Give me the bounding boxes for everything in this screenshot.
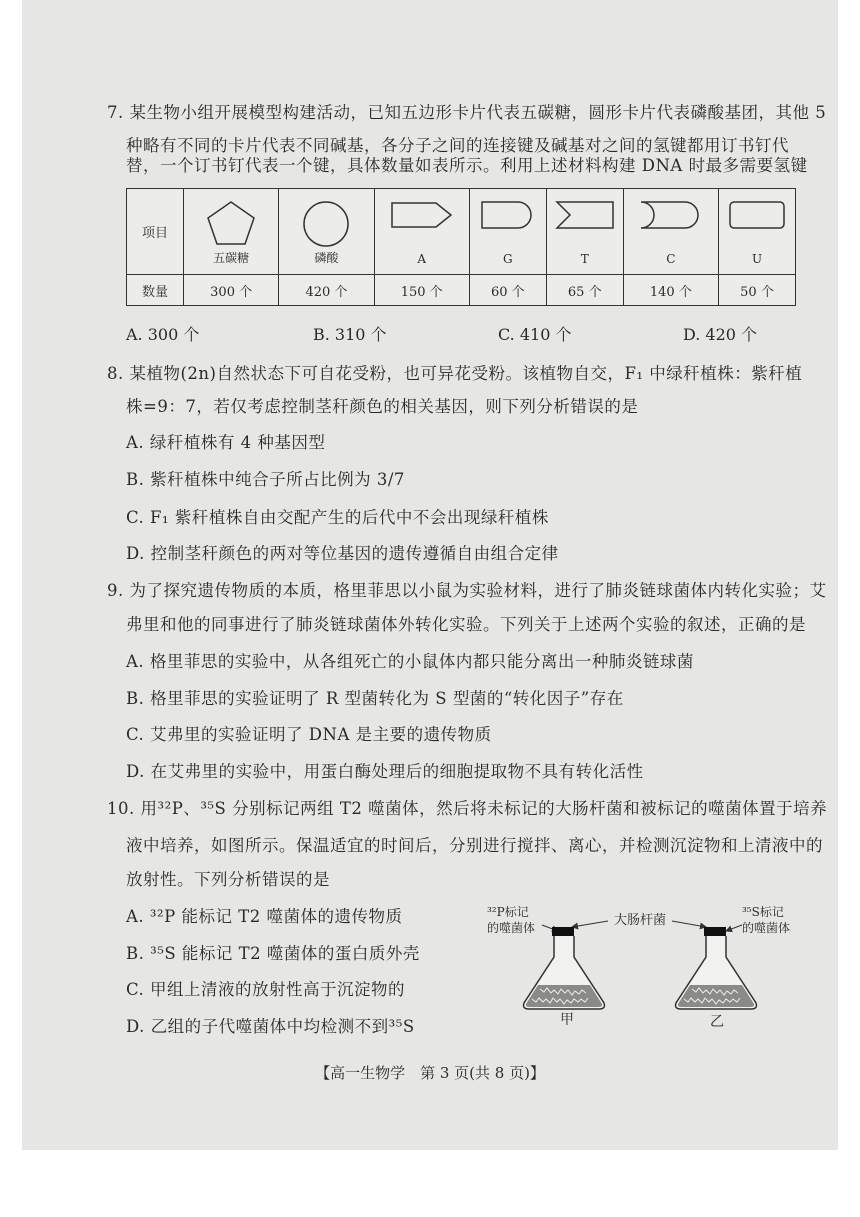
flask-label-jia: 甲 [560,1012,574,1028]
q10-option-c: C. 甲组上清液的放射性高于沉淀物的 [126,980,406,999]
qty-t: 65 个 [546,275,623,306]
q7-option-a: A. 300 个 [126,325,200,344]
card-cell-a [374,189,469,275]
label-32p-line1: ³²P标记 [487,905,529,919]
arrow-label-right [726,925,742,931]
q10-option-b: B. ³⁵S 能标记 T2 噬菌体的蛋白质外壳 [126,944,420,963]
q10-line-2: 液中培养，如图所示。保温适宜的时间后，分别进行搅拌、离心，并检测沉淀物和上清液中的 [126,836,823,855]
q8-option-d: D. 控制茎秆颜色的两对等位基因的遗传遵循自由组合定律 [126,544,559,563]
qty-phosphate: 420 个 [279,275,374,306]
qty-a: 150 个 [374,275,469,306]
label-35s-line2: 的噬菌体 [742,921,791,935]
q9-option-d: D. 在艾弗里的实验中，用蛋白酶处理后的细胞提取物不具有转化活性 [126,762,644,781]
q7-option-d: D. 420 个 [683,325,758,344]
table-header-item: 项目 [127,189,184,275]
arrow-ecoli-right [672,921,706,927]
q8-line-1: 8. 某植物(2n)自然状态下可自花受粉，也可异花受粉。该植物自交，F₁ 中绿秆植株：紫秆植 [107,364,803,383]
label-35s-line1: ³⁵S标记 [742,905,784,919]
page-footer: 【高一生物学 第 3 页(共 8 页)】 [315,1064,545,1082]
card-cell-c [623,189,718,275]
card-label-t: T [580,252,589,266]
qty-c: 140 个 [623,275,718,306]
q8-option-b: B. 紫秆植株中纯合子所占比例为 3/7 [126,470,405,489]
q7-option-b: B. 310 个 [313,325,387,344]
flask-label-yi: 乙 [710,1014,724,1030]
card-label-c: C [666,252,676,266]
card-label-u: U [751,252,763,266]
card-label-a: A [417,252,427,266]
q10-line-3: 放射性。下列分析错误的是 [126,870,330,889]
circle-icon [301,199,351,249]
card-label-sugar: 五碳糖 [213,251,250,265]
table-header-qty: 数量 [127,275,184,306]
q9-option-c: C. 艾弗里的实验证明了 DNA 是主要的遗传物质 [126,725,492,744]
q9-line-1: 9. 为了探究遗传物质的本质，格里菲思以小鼠为实验材料，进行了肺炎链球菌体内转化实验；艾 [107,581,827,600]
q10-option-a: A. ³²P 能标记 T2 噬菌体的遗传物质 [126,907,403,926]
q7-line-2: 种略有不同的卡片代表不同碱基，各分子之间的连接键及碱基对之间的氢键都用订书钉代 [126,136,789,155]
qty-sugar: 300 个 [184,275,279,306]
label-ecoli: 大肠杆菌 [614,913,667,928]
round-end-icon [480,199,536,231]
concave-round-icon [639,199,703,231]
card-cell-sugar [184,189,279,275]
q8-line-2: 株=9：7，若仅考虑控制茎秆颜色的相关基因，则下列分析错误的是 [126,397,639,416]
qty-u: 50 个 [719,275,796,306]
label-32p-line2: 的噬菌体 [487,921,536,935]
qty-g: 60 个 [469,275,546,306]
card-cell-phosphate [279,189,374,275]
card-label-phosphate: 磷酸 [314,251,339,265]
flask-right [676,927,757,1009]
card-label-g: G [503,252,513,266]
q9-option-b: B. 格里菲思的实验证明了 R 型菌转化为 S 型菌的“转化因子”存在 [126,689,624,708]
q8-option-a: A. 绿秆植株有 4 种基因型 [126,433,326,452]
q8-option-c: C. F₁ 紫秆植株自由交配产生的后代中不会出现绿秆植株 [126,508,549,527]
q7-line-3: 替，一个订书钉代表一个键，具体数量如表所示。利用上述材料构建 DNA 时最多需要氢键 [126,156,808,175]
q10-option-d: D. 乙组的子代噬菌体中均检测不到³⁵S [126,1017,415,1036]
arrow-tab-icon [390,199,454,231]
q7-option-c: C. 410 个 [498,325,572,344]
q7-line-1: 7. 某生物小组开展模型构建活动，已知五边形卡片代表五碳糖，圆形卡片代表磷酸基团，其他 5 [107,103,827,122]
q9-line-2: 弗里和他的同事进行了肺炎链球菌体外转化实验。下列关于上述两个实验的叙述，正确的是 [126,615,806,634]
card-cell-g [469,189,546,275]
pentagon-icon [205,199,257,247]
arrow-ecoli-left [572,921,608,927]
q9-option-a: A. 格里菲思的实验中，从各组死亡的小鼠体内都只能分离出一种肺炎链球菌 [126,652,694,671]
flask-left [524,927,605,1009]
card-cell-t [546,189,623,275]
q10-line-1: 10. 用³²P、³⁵S 分别标记两组 T2 噬菌体，然后将未标记的大肠杆菌和被标记的噬菌体置于培养 [107,799,828,818]
notch-icon [555,199,615,231]
rounded-rect-icon [728,199,786,231]
card-cell-u [719,189,796,275]
card-count-table [126,188,796,306]
flask-diagram [480,905,810,1020]
